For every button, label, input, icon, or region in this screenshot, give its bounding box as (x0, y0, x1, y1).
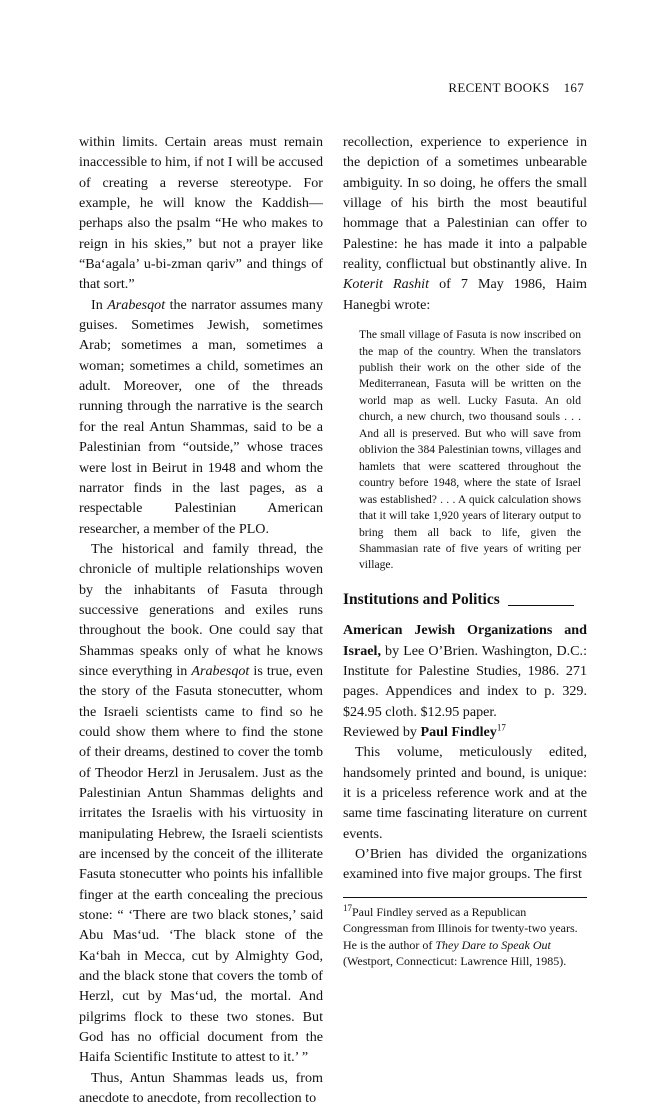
reviewer-line (343, 722, 587, 742)
page-number: 167 (563, 80, 584, 95)
reviewer-name: Paul Findley (420, 723, 497, 740)
book-title-arabesqot: Arabesqot (107, 296, 166, 313)
section-heading (343, 590, 587, 610)
right-paragraph-1 (343, 132, 587, 315)
footnote-rest: (Westport, Connecticut: Lawrence Hill, 1985). (343, 954, 567, 969)
footnote-reference: 17 (496, 722, 506, 733)
section-heading-text: Institutions and Politics (343, 590, 500, 608)
left-paragraph-2-rest: the narrator assumes many guises. Sometimes Jewish, sometimes Arab; sometimes a man, sometimes a woman; sometimes a child, sometimes an adult. Moreover, one of the threads running through the narrative is the search for the real Antun Shammas, said to be a Palestinian from “outside,” whose traces were lost in Beirut in 1948 and whom the narrator finds in the last pages, as a respectable Palestinian American researcher, a member of the PLO. (79, 296, 323, 537)
review-paragraph-2: O’Brien has divided the organizations examined into five major groups. The first (343, 846, 587, 883)
left-paragraph-4: Thus, Antun Shammas leads us, from anecdote to anecdote, from recollection to (79, 1069, 323, 1107)
reviewed-by-label: Reviewed by (343, 723, 421, 740)
left-paragraph-2-lead: In (91, 296, 108, 313)
section-heading-rule (508, 605, 574, 606)
left-column (79, 132, 323, 1109)
left-paragraph-3-lead: The historical and family thread, the chronicle of multiple relationships woven by the inhabitants of Fasuta through successive generations and exiles runs throughout the book. One could say that Shammas speaks only of what he knows since everything in (79, 540, 323, 679)
right-paragraph-1-rest: of 7 May 1986, Haim Hanegbi wrote: (343, 276, 588, 313)
periodical-title: Koterit Rashit (343, 276, 430, 293)
block-quote: The small village of Fasuta is now inscribed on the map of the country. When the translators publish their work on the other side of the Mediterranean, Fasuta will be written on the world map as well. Lucky Fasuta. An old church, a new church, two thousand souls . . . And all is preserved. But who will save from oblivion the 384 Palestinian towns, villages and hamlets that were scattered throughout the country before 1948, where the state of Israel was established? . . . A quick calculation shows that it will take 1,920 years of literary output to bring them all back to life, given the Shammasian rate of five years of writing per village. (359, 328, 581, 572)
right-column (343, 132, 587, 970)
review-paragraph-1: This volume, meticulously edited, handsomely printed and bound, is unique: it is a priceless reference work and at the same time fascinating literature on current events. (343, 744, 587, 842)
footnote-book-title: They Dare to Speak Out (435, 937, 551, 952)
footnote-divider (343, 897, 587, 898)
left-paragraph-2 (79, 295, 323, 539)
footnote (343, 904, 587, 970)
book-citation-details: by Lee O’Brien. Washington, D.C.: Institute for Palestine Studies, 1986. 271 pages. Appendices and index to p. 329. $24.95 cloth. $12.95 paper. (343, 642, 587, 720)
left-paragraph-1: within limits. Certain areas must remain inaccessible to him, if not I will be accused of creating a reverse stereotype. For example, he will know the Kaddish—perhaps also the psalm “He who makes to reign in his skies,” but not a prayer like “Ba‘agala’ u-bi-zman qariv” and things of that sort.” (79, 134, 323, 293)
left-paragraph-3 (79, 539, 323, 1068)
running-header (448, 80, 584, 96)
book-citation-title: American Jewish Organizations and Israel, (343, 622, 587, 659)
footnote-lead: Paul Findley served as a Republican Congressman from Illinois for twenty-two years. He is the author of (343, 904, 578, 952)
footnote-mark: 17 (343, 902, 352, 913)
right-paragraph-1-lead: recollection, experience to experience in the depiction of a sometimes unbearable ambiguity. In so doing, he offers the small village of his birth the most beautiful hommage that a Palestinian can offer to Palestine: he has made it into a palpable reality, conflictual but obstinantly alive. In (343, 134, 587, 273)
running-header-title: RECENT BOOKS (448, 80, 550, 95)
book-citation (343, 620, 587, 722)
book-title-arabesqot-2: Arabesqot (191, 662, 250, 679)
left-paragraph-3-rest: is true, even the story of the Fasuta stonecutter, whom the Israeli scientists came to find so he could show them where to find the stone of their dreams, destined to cover the tomb of Theodor Herzl in Jerusalem. Just as the Palestinian Antun Shammas delights and irritates the Israelis with his virtuosity in manipulating Hebrew, the Israeli scientists are incensed by the conceit of the illiterate Fasuta stonecutter who points his infallible finger at the earth concealing the precious stone: “ ‘There are two black stones,’ said Abu Mas‘ud. ‘The black stone of the Ka‘bah in Mecca, cut by Almighty God, and the black stone that covers the tomb of Herzl, cut by Mas‘ud, the mortal. And pilgrims flock to these two stones. But God has no official document from the Haifa Scientific Institute to attest to it.’ ” (79, 662, 323, 1066)
